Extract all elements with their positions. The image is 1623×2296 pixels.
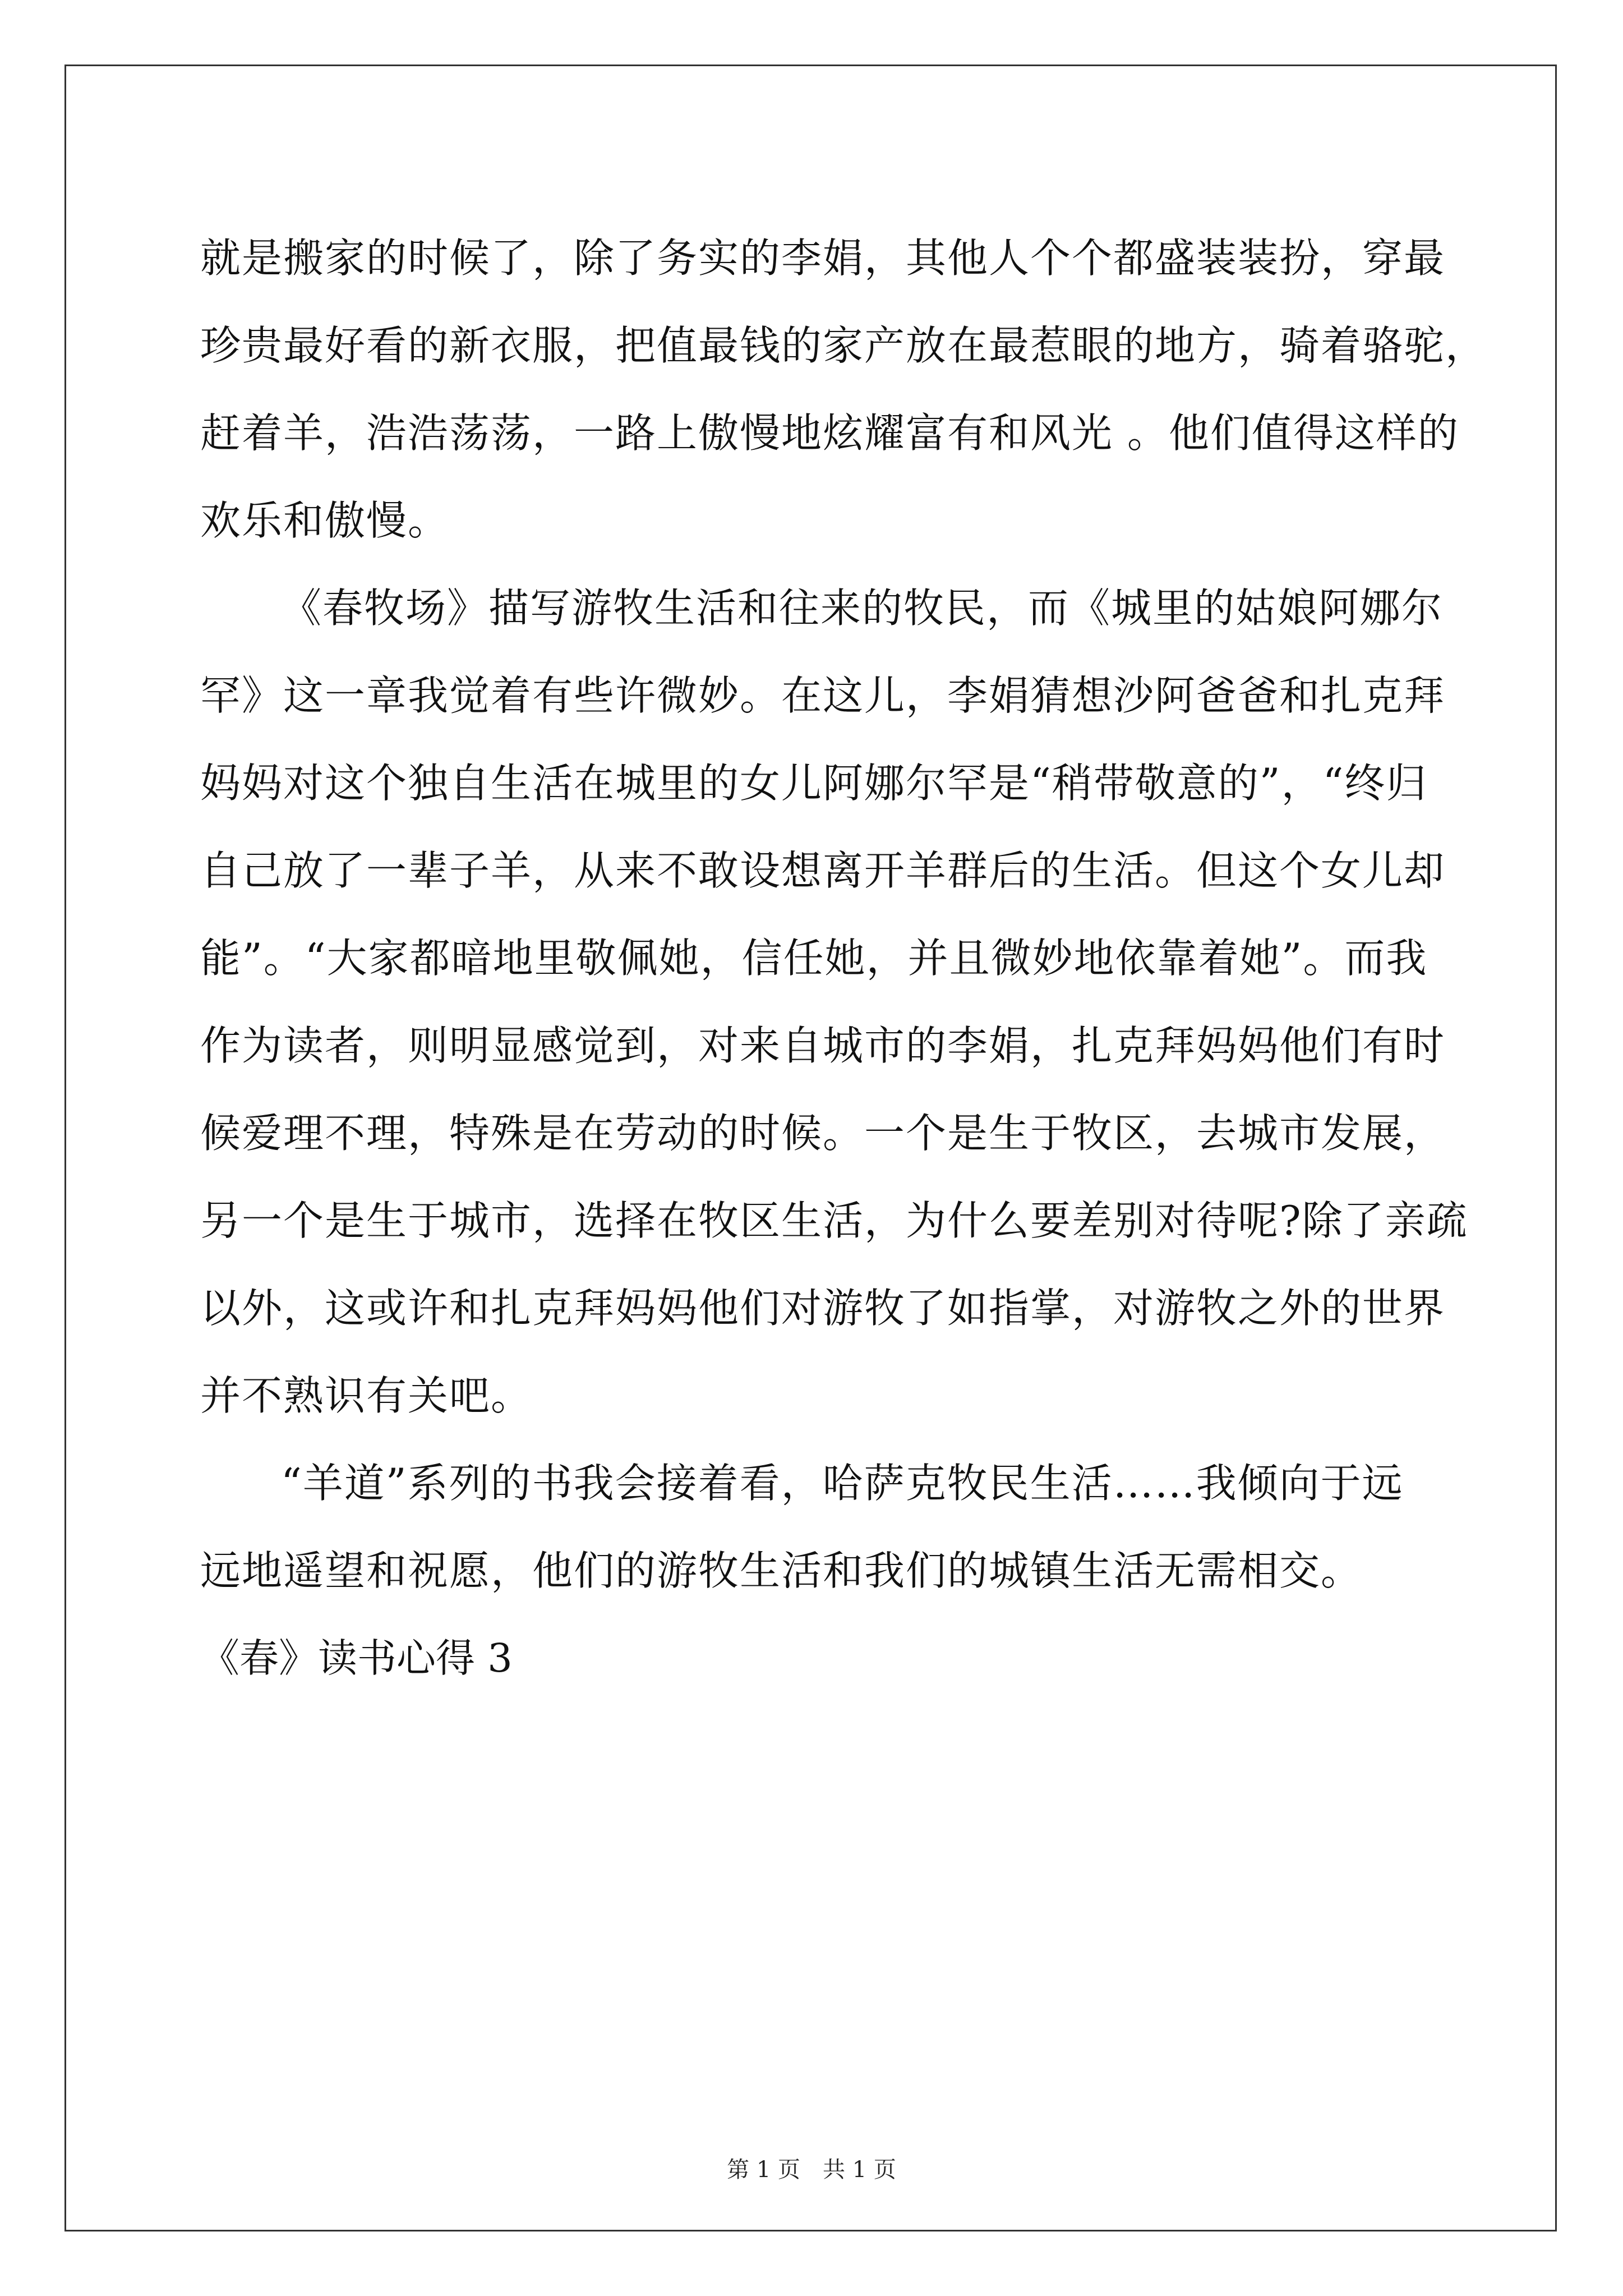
text-line: 罕》这一章我觉着有些许微妙。在这儿，李娟猜想沙阿爸爸和扎克拜 [200,672,1446,719]
text-line: 以外，这或许和扎克拜妈妈他们对游牧了如指掌，对游牧之外的世界 [200,1285,1446,1332]
paragraph-1 [200,214,1487,564]
section-heading: 《春》读书心得 3 [200,1635,513,1681]
page-footer: 第 1 页 共 1 页 [727,2157,896,2183]
document-body [200,214,1487,1702]
text-line: 《春牧场》描写游牧生活和往来的牧民，而《城里的姑娘阿娜尔 [281,585,1444,632]
text-line: 珍贵最好看的新衣服，把值最钱的家产放在最惹眼的地方，骑着骆驼， [200,322,1487,369]
text-line: “羊道”系列的书我会接着看，哈萨克牧民生活……我倾向于远 [281,1460,1404,1507]
text-line: 作为读者，则明显感觉到，对来自城市的李娟，扎克拜妈妈他们有时 [200,1022,1446,1069]
text-line: 妈妈对这个独自生活在城里的女儿阿娜尔罕是“稍带敬意的”，“终归 [200,760,1428,807]
text-line: 并不熟识有关吧。 [200,1372,533,1419]
text-line: 远地遥望和祝愿，他们的游牧生活和我们的城镇生活无需相交。 [200,1547,1363,1594]
text-line: 能”。“大家都暗地里敬佩她，信任她，并且微妙地依靠着她”。而我 [200,935,1428,982]
paragraph-3 [200,1439,1434,1614]
text-line: 赶着羊，浩浩荡荡，一路上傲慢地炫耀富有和风光 。他们值得这样的 [200,409,1459,457]
text-line: 自己放了一辈子羊，从来不敢设想离开羊群后的生活。但这个女儿却 [200,847,1446,894]
text-line: 欢乐和傲慢。 [200,497,450,544]
text-line: 就是搬家的时候了，除了务实的李娟，其他人个个都盛装装扮，穿最 [200,234,1446,282]
paragraph-2 [200,564,1468,1439]
text-line: 候爱理不理，特殊是在劳动的时候。一个是生于牧区，去城市发展， [200,1110,1446,1157]
text-line: 另一个是生于城市，选择在牧区生活，为什么要差别对待呢?除了亲疏 [200,1197,1468,1244]
